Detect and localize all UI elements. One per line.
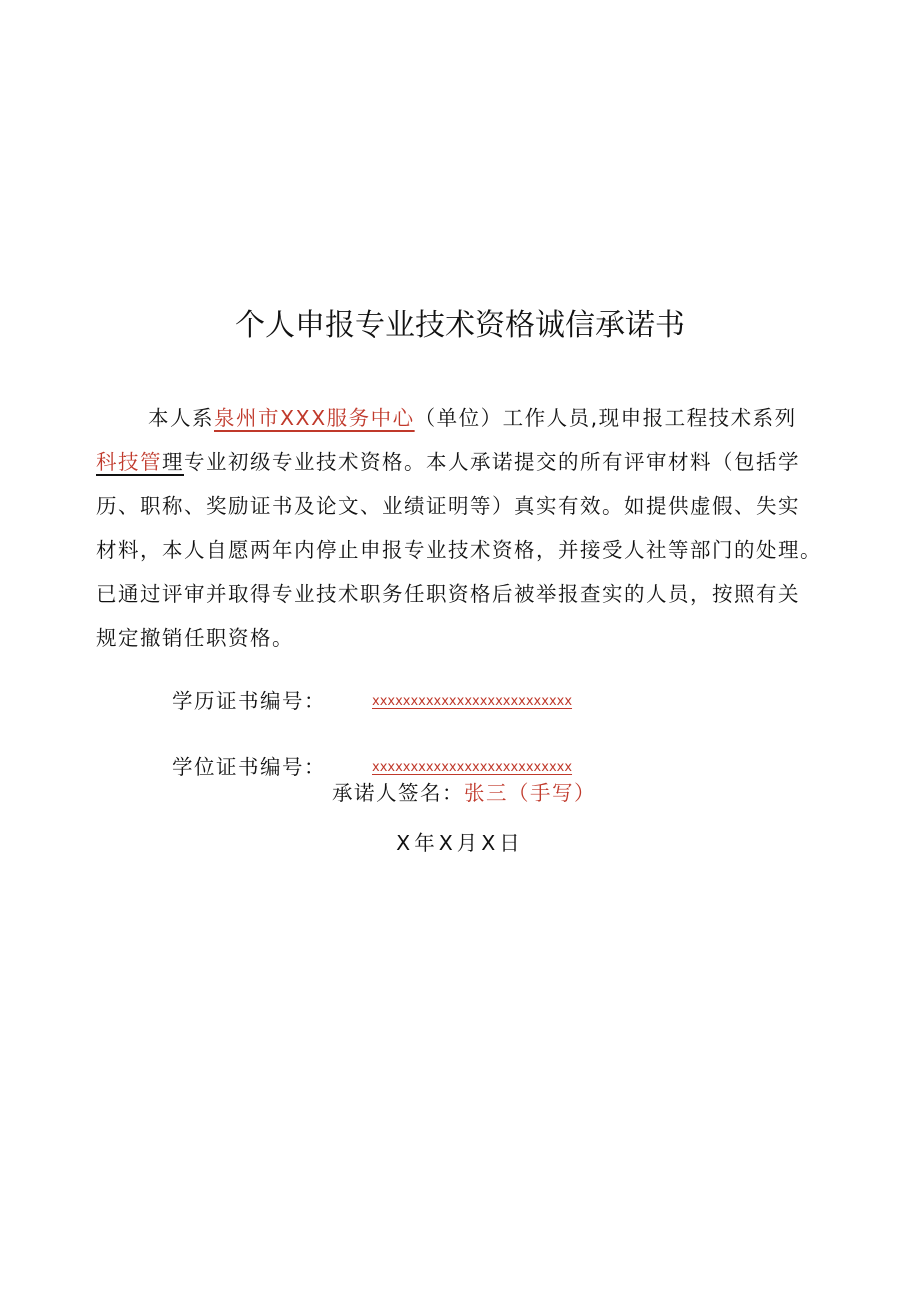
specialty-red-part: 科技管 [96,450,162,474]
paragraph-line-1 [96,396,864,440]
line1-suffix: （单位）工作人员,现申报工程技术系列 [414,406,797,430]
signature-value: 张三（手写） [464,781,596,805]
paragraph-line-4: 材料，本人自愿两年内停止申报专业技术资格，并接受人社等部门的处理。 [96,538,822,562]
paragraph-line-3: 历、职称、奖励证书及论文、业绩证明等）真实有效。如提供虚假、失实 [96,494,800,518]
line1-prefix: 本人系 [148,406,214,430]
signature-label: 承诺人签名： [332,781,464,805]
document-date: X年X月X日 [396,831,524,855]
specialty [96,450,184,474]
specialty-black-part: 理 [162,450,184,474]
education-cert-value: xxxxxxxxxxxxxxxxxxxxxxxxxx [372,694,573,709]
unit-name: 泉州市XXX服务中心 [214,406,415,430]
degree-cert-label: 学位证书编号： [172,755,326,779]
document-title: 个人申报专业技术资格诚信承诺书 [235,308,685,343]
line2-suffix: 专业初级专业技术资格。本人承诺提交的所有评审材料（包括学 [184,450,800,474]
education-cert-label: 学历证书编号： [172,689,326,713]
degree-cert-value: xxxxxxxxxxxxxxxxxxxxxxxxxx [372,760,573,775]
signature-line [332,778,596,808]
paragraph-line-5: 已通过评审并取得专业技术职务任职资格后被举报查实的人员，按照有关 [96,582,800,606]
paragraph-line-2 [96,440,864,484]
paragraph-line-6: 规定撤销任职资格。 [96,626,294,650]
